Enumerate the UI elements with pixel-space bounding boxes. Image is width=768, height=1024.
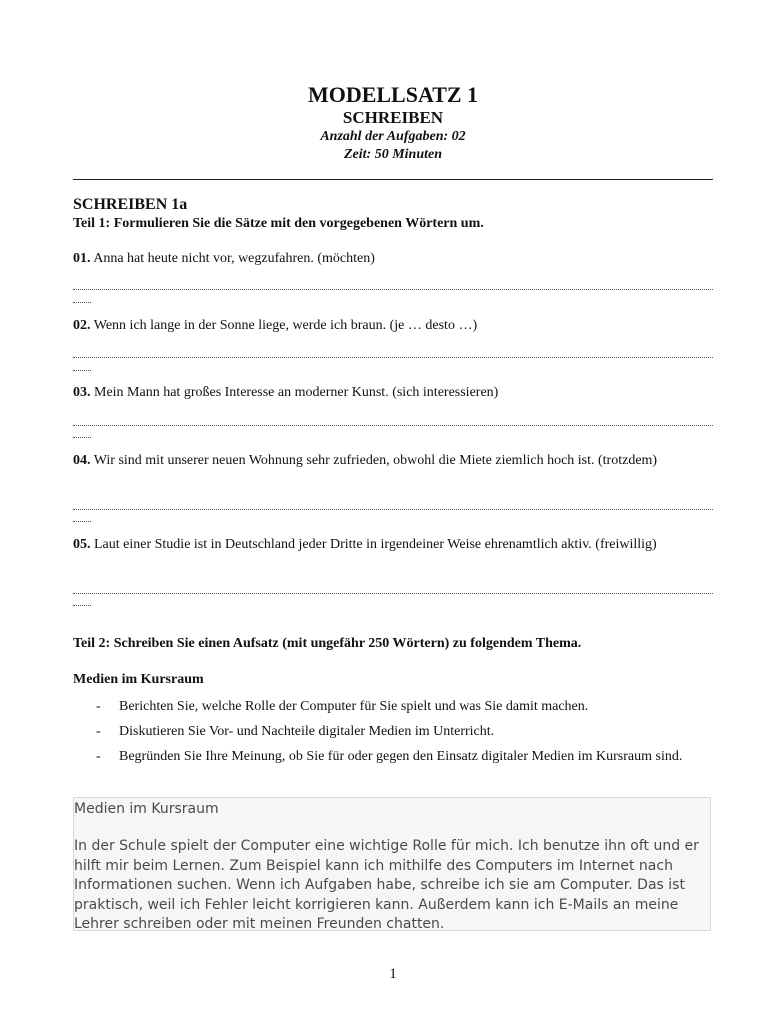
list-item [73,744,713,769]
item-number: 01. [73,251,91,266]
exercise-item-05 [73,536,713,553]
answer-line-continuation[interactable] [73,521,91,522]
list-item [73,719,713,744]
page-number: 1 [389,966,397,982]
item-number: 03. [73,385,91,400]
item-text: Mein Mann hat großes Interesse an moderner Kunst. (sich interessieren) [90,385,499,400]
exercise-item-03 [73,384,713,401]
bullet-marker: - [96,724,101,739]
answer-title: Medien im Kursraum [74,801,219,817]
list-item [73,694,713,719]
answer-text: In der Schule spielt der Computer eine wichtige Rolle für mich. Ich benutze ihn oft und er hilft mir beim Lernen. Zum Beispiel kann ich mithilfe des Computers im Internet nach Informationen suchen. Wenn ich Aufgaben habe, schreibe ich sie am Computer. Das ist praktisch, weil ich Fehler leicht korrigieren kann. Außerdem kann ich E-Mails an meine Lehrer schreiben oder mit meinen Freunden chatten. [74,838,699,932]
bullet-marker: - [96,699,101,714]
item-text: Anna hat heute nicht vor, wegzufahren. (möchten) [90,251,375,266]
answer-line[interactable] [73,289,713,290]
bullet-text: Diskutieren Sie Vor- und Nachteile digitaler Medien im Unterricht. [119,724,495,739]
essay-bullet-list [73,694,713,769]
item-text: Wir sind mit unserer neuen Wohnung sehr zufrieden, obwohl die Miete ziemlich hoch ist. (trotzdem) [90,453,658,468]
exercise-item-01 [73,250,713,267]
time-limit: Zeit: 50 Minuten [343,147,442,162]
bullet-marker: - [96,749,101,764]
bullet-text: Begründen Sie Ihre Meinung, ob Sie für oder gegen den Einsatz digitaler Medien im Kursraum sind. [119,749,683,764]
item-number: 02. [73,318,91,333]
answer-line[interactable] [73,357,713,358]
document-header [73,82,713,164]
answer-line[interactable] [73,593,713,594]
document-subtitle: SCHREIBEN [342,108,444,127]
header-divider [73,179,713,180]
essay-topic: Medien im Kursraum [73,672,204,687]
answer-line-continuation[interactable] [73,370,91,371]
document-title: MODELLSATZ 1 [307,82,479,107]
item-text: Wenn ich lange in der Sonne liege, werde ich braun. (je … desto …) [90,318,478,333]
answer-line-continuation[interactable] [73,605,91,606]
document-page [73,0,713,1024]
sample-answer-box [73,797,711,931]
item-number: 05. [73,537,91,552]
answer-line-continuation[interactable] [73,302,91,303]
task-count: Anzahl der Aufgaben: 02 [320,129,466,144]
exercise-item-02 [73,317,713,334]
item-text: Laut einer Studie ist in Deutschland jeder Dritte in irgendeiner Weise ehrenamtlich aktiv. (freiwillig) [90,537,657,552]
answer-line[interactable] [73,425,713,426]
section-title: SCHREIBEN 1a [73,196,188,213]
part2-instruction: Teil 2: Schreiben Sie einen Aufsatz (mit ungefähr 250 Wörtern) zu folgendem Thema. [73,636,582,651]
part1-instruction: Teil 1: Formulieren Sie die Sätze mit den vorgegebenen Wörtern um. [73,216,484,231]
answer-line[interactable] [73,509,713,510]
bullet-text: Berichten Sie, welche Rolle der Computer für Sie spielt und was Sie damit machen. [119,699,589,714]
item-number: 04. [73,453,91,468]
answer-line-continuation[interactable] [73,437,91,438]
exercise-item-04 [73,452,713,469]
